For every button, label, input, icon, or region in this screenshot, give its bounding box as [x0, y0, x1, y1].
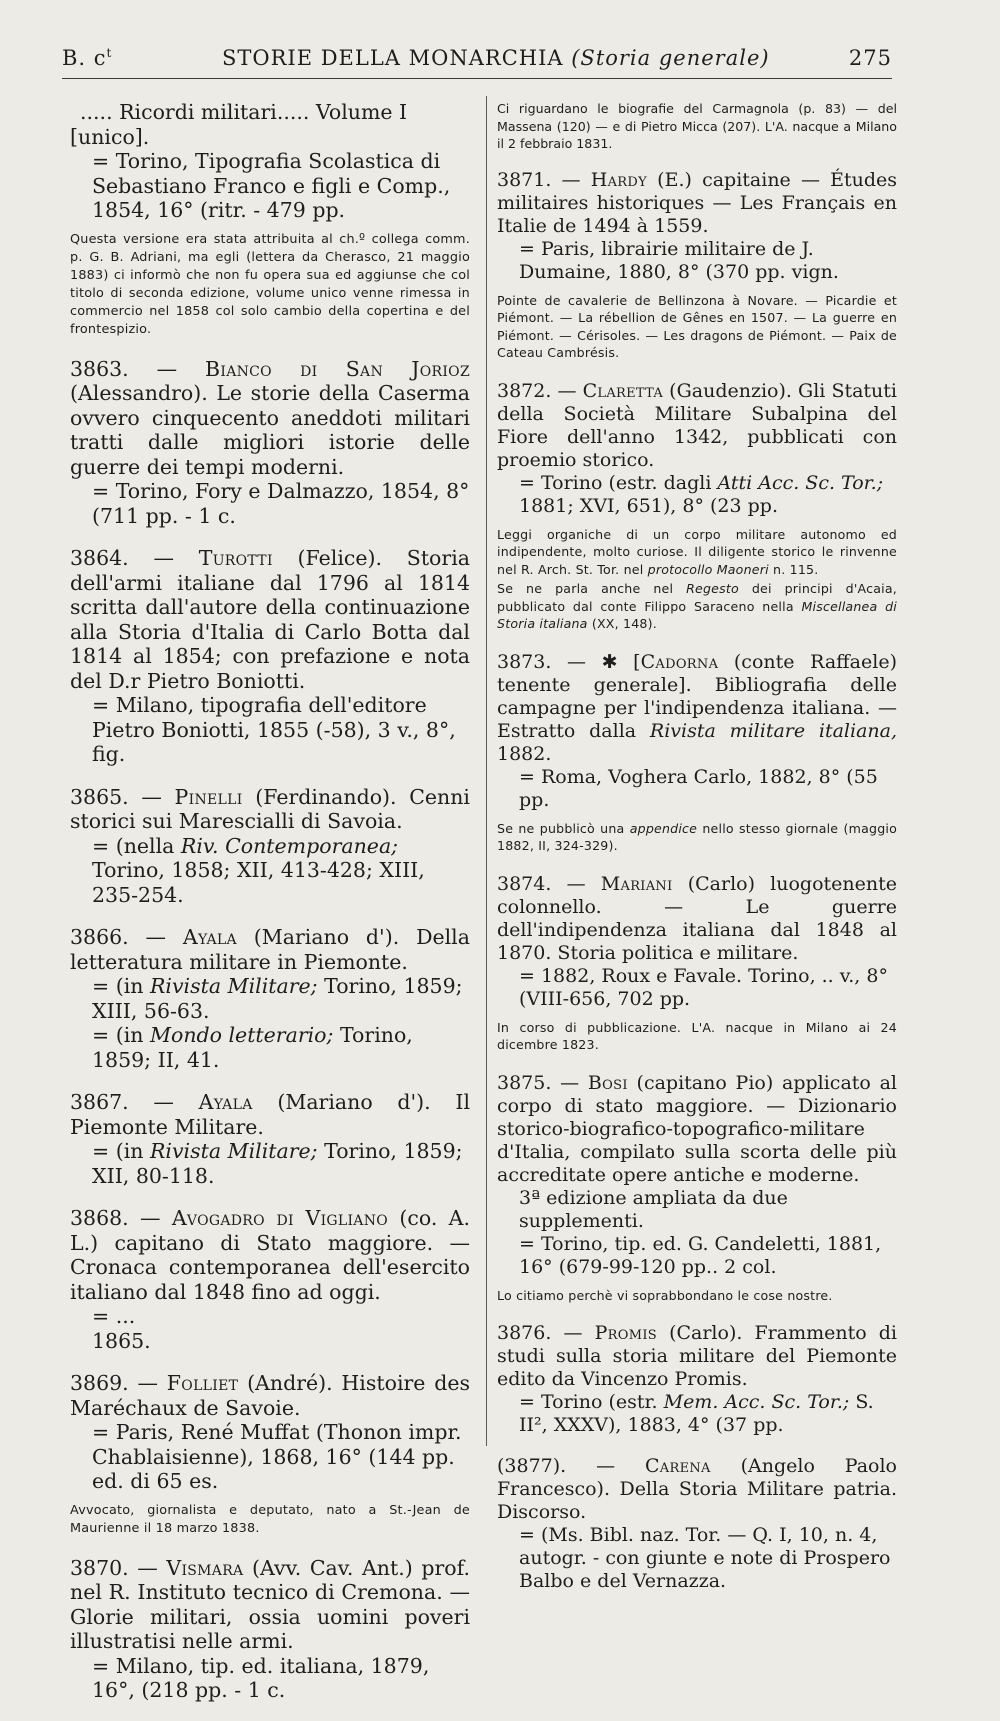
publication-info: = (in Rivista Militare; Torino, 1859; XII, 80-118.	[92, 1139, 463, 1188]
entry-text: 3870. — Vismara (Avv. Cav. Ant.) prof. nel R. Instituto tecnico di Cremona. — Glorie militari, ossia uomini poveri illustratisi nelle armi.	[70, 1555, 470, 1653]
publication-info: = Torino (estr. dagli Atti Acc. Sc. Tor.; 1881; XVI, 651), 8° (23 pp.	[519, 471, 884, 517]
publication-info: = (Ms. Bibl. naz. Tor. — Q. I, 10, n. 4, autogr. - con giunte e note di Prospero Balbo e del Vernazza.	[519, 1524, 891, 1592]
entry-3871	[497, 169, 897, 362]
entry-text: 3876. — Promis (Carlo). Frammento di studi sulla storia militare del Piemonte edito da Vincenzo Promis.	[497, 1322, 897, 1390]
publication-info: = (in Rivista Militare; Torino, 1859; XIII, 56-63.	[92, 974, 463, 1023]
entry-note: Leggi organiche di un corpo militare autonomo ed indipendente, molto curiose. Il diligente storico le rinvenne nel R. Arch. St. Tor. nel protocollo Maoneri n. 115.	[497, 526, 897, 577]
entry-text: 3864. — Turotti (Felice). Storia dell'armi italiane dal 1796 al 1814 scritta dall'autore della continuazione alla Storia d'Italia di Carlo Botta dal 1814 al 1854; con prefazione e nota del D.r Pietro Boniotti.	[70, 546, 470, 693]
edition-info: 3ª edizione ampliata da due supplementi.	[519, 1186, 788, 1232]
publication-year: 1865.	[92, 1328, 151, 1353]
entry-text: 3875. — Bosi (capitano Pio) applicato al corpo di stato maggiore. — Dizionario storico-biografico-topografico-militare d'Italia, compilato sulla scorta delle più accreditate opere antiche e moderne.	[497, 1071, 897, 1186]
publication-info: = Torino (estr. Mem. Acc. Sc. Tor.; S. II², XXXV), 1883, 4° (37 pp.	[519, 1391, 874, 1436]
publication-info: = 1882, Roux e Favale. Torino, .. v., 8° (VIII-656, 702 pp.	[519, 964, 888, 1010]
author: Pinelli	[174, 784, 243, 809]
author: Claretta	[582, 379, 664, 402]
entry-3864	[70, 546, 470, 767]
entry-text: (3877). — Carena (Angelo Paolo Francesco). Della Storia Militare patria. Discorso.	[497, 1455, 897, 1523]
entry-text: 3868. — Avogadro di Vigliano (co. A. L.) capitano di Stato maggiore. — Cronaca contemporanea dell'esercito italiano dal 1848 fino ad oggi.	[70, 1206, 470, 1304]
entry-text: 3863. — Bianco di San Jorioz (Alessandro). Le storie della Caserma ovvero cinquecento aneddoti militari tratti dalle migliori istorie delle guerre dei tempi moderni.	[70, 356, 470, 479]
entry-3876	[497, 1322, 897, 1437]
publication-info: = Roma, Voghera Carlo, 1882, 8° (55 pp.	[519, 765, 878, 811]
author: Bosi	[587, 1071, 628, 1094]
page-header	[62, 44, 892, 79]
entry-text: 3869. — Folliet (André). Histoire des Maréchaux de Savoie.	[70, 1371, 470, 1420]
entry-text: 3871. — Hardy (E.) capitaine — Études militaires historiques — Les Français en Italie de 1494 à 1559.	[497, 168, 898, 237]
entry-3865	[70, 785, 470, 908]
author: Ayala	[182, 925, 237, 949]
entry-text: 3865. — Pinelli (Ferdinando). Cenni storici sui Marescialli di Savoia.	[70, 784, 470, 833]
author: Hardy	[590, 168, 647, 191]
publication-info: = (nella Riv. Contemporanea; Torino, 1858; XII, 413-428; XIII, 235-254.	[92, 833, 425, 907]
column-divider	[486, 96, 487, 1446]
entry-3873	[497, 651, 897, 855]
entry-3867	[70, 1090, 470, 1188]
author: Promis	[594, 1322, 657, 1344]
publication-info: = Milano, tipografia dell'editore Pietro Boniotti, 1855 (-58), 3 v., 8°, fig.	[92, 693, 456, 766]
author: Turotti	[198, 546, 273, 570]
author: Mariani	[600, 872, 673, 895]
entry-note: Pointe de cavalerie de Bellinzona à Novare. — Picardie et Piémont. — La rébellion de Gênes en 1507. — La guerre en Piémont. — Cérisoles. — Les dragons de Piémont. — Paix de Cateau Cambrésis.	[497, 292, 897, 360]
entry-title-cont: [unico].	[70, 124, 150, 149]
entry-continued	[70, 100, 470, 339]
publication-info: = Paris, René Muffat (Thonon impr. Chablaisienne), 1868, 16° (144 pp. ed. di 65 es.	[92, 1420, 462, 1493]
author: Ayala	[198, 1090, 253, 1114]
continued-note: Ci riguardano le biografie del Carmagnola (p. 83) — del Massena (120) — e di Pietro Micca (207). L'A. nacque a Milano il 2 febbraio 1831.	[497, 101, 897, 151]
left-column	[70, 100, 470, 1721]
author: Vismara	[166, 1555, 244, 1580]
entry-3863	[70, 357, 470, 529]
entry-3875	[497, 1072, 897, 1305]
author: Cadorna	[640, 650, 719, 673]
page-number: 275	[848, 46, 892, 70]
publication-info: = Paris, librairie militaire de J. Dumaine, 1880, 8° (370 pp. vign.	[519, 237, 839, 283]
entry-3866	[70, 925, 470, 1072]
publication-info-2: = (in Mondo letterario; Torino, 1859; II, 41.	[92, 1023, 413, 1072]
entry-text: 3874. — Mariani (Carlo) luogotenente colonnello. — Le guerre dell'indipendenza italiana dal 1848 al 1870. Storia politica e militare.	[497, 872, 898, 964]
publication-info: = Torino, tip. ed. G. Candeletti, 1881, 16° (679-99-120 pp.. 2 col.	[519, 1232, 882, 1278]
right-column	[497, 100, 897, 1611]
entry-3872	[497, 380, 897, 633]
entry-3870	[70, 1556, 470, 1703]
entry-note-2: Se ne parla anche nel Regesto dei principi d'Acaia, pubblicato dal conte Filippo Saraceno nella Miscellanea di Storia italiana (XX, 148).	[497, 581, 897, 631]
entry-note: In corso di pubblicazione. L'A. nacque in Milano ai 24 dicembre 1823.	[497, 1019, 897, 1052]
entry-text: 3866. — Ayala (Mariano d'). Della letteratura militare in Piemonte.	[70, 925, 470, 974]
publication-info: = ...	[92, 1304, 136, 1328]
entry-3868	[70, 1206, 470, 1353]
entry-3869	[70, 1371, 470, 1538]
author: Avogadro di Vigliano	[171, 1206, 389, 1230]
author: Carena	[644, 1455, 711, 1477]
entry-note: Se ne pubblicò una appendice nello stesso giornale (maggio 1882, II, 324-329).	[497, 820, 897, 853]
publication-info: = Milano, tip. ed. italiana, 1879, 16°, (218 pp. - 1 c.	[92, 1653, 430, 1702]
entry-3877	[497, 1455, 897, 1593]
entry-3874	[497, 873, 897, 1054]
section-mark: B. $c^t$	[62, 46, 113, 70]
publication-info: = Torino, Fory e Dalmazzo, 1854, 8° (711 pp. - 1 c.	[92, 479, 470, 528]
author: Folliet	[166, 1371, 239, 1395]
entry-text: 3867. — Ayala (Mariano d'). Il Piemonte Militare.	[70, 1090, 470, 1139]
entry-title: ..... Ricordi militari..... Volume I	[80, 100, 408, 124]
running-title: STORIE DELLA MONARCHIA (Storia generale)	[222, 46, 770, 70]
author: Bianco di San Jorioz	[205, 356, 470, 381]
entry-text: 3873. — ✱ [Cadorna (conte Raffaele) tenente generale]. Bibliografia delle campagne per l'indipendenza italiana. — Estratto dalla Rivista militare italiana, 1882.	[497, 650, 898, 765]
entry-note: Questa versione era stata attribuita al ch.º collega comm. p. G. B. Adriani, ma egli (lettera da Cherasco, 21 maggio 1883) ci informò che non fu opera sua ed aggiunse che col titolo di seconda edizione, volume unico venne rimessa in commercio nel 1858 col solo cambio della copertina e del frontespizio.	[70, 231, 470, 337]
entry-note: Avvocato, giornalista e deputato, nato a St.-Jean de Maurienne il 18 marzo 1838.	[70, 1502, 470, 1536]
entry-note: Lo citiamo perchè vi soprabbondano le cose nostre.	[497, 1287, 833, 1303]
publication-info: = Torino, Tipografia Scolastica di Sebastiano Franco e figli e Comp., 1854, 16° (ritr. - 479 pp.	[92, 149, 451, 222]
entry-text: 3872. — Claretta (Gaudenzio). Gli Statuti della Società Militare Subalpina del Fiore dell'anno 1342, pubblicati con proemio storico.	[497, 379, 898, 471]
